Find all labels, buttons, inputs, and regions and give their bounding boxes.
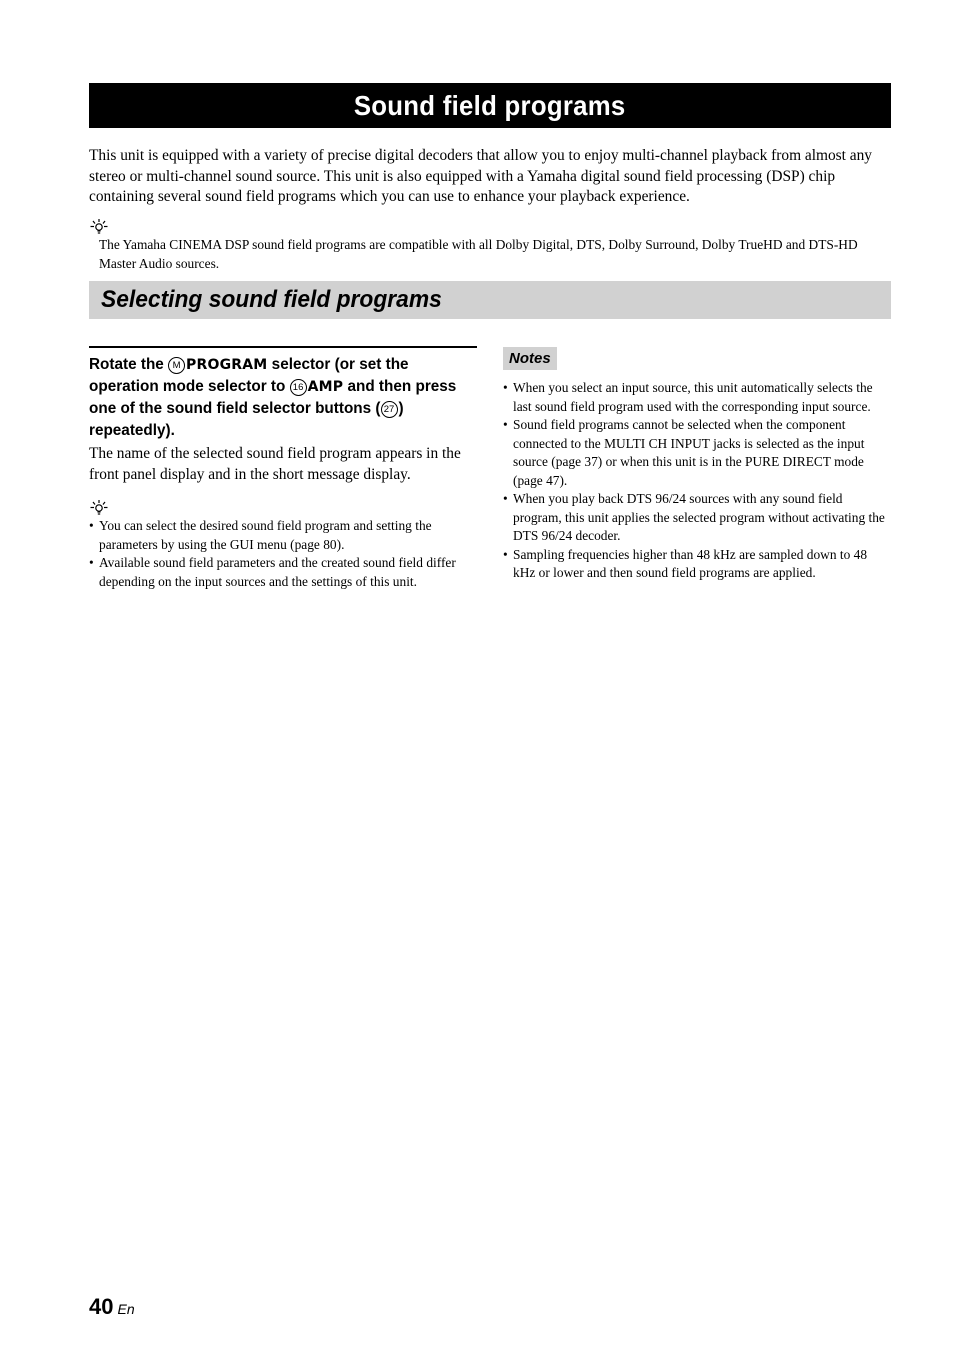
step-text-4: ) repeatedly). — [89, 400, 404, 439]
right-column — [503, 347, 891, 583]
step-body: The name of the selected sound field program appears in the front panel display and in the short message display. — [89, 445, 461, 483]
notes-label: Notes — [503, 347, 557, 370]
step-rule — [89, 346, 477, 348]
amp-key-icon: 16 — [290, 379, 307, 396]
program-keyword: PROGRAM — [186, 357, 268, 373]
tip-left-icon — [89, 499, 477, 515]
page-title: Sound field programs — [354, 89, 626, 121]
page-title-bar — [89, 83, 891, 128]
left-column — [89, 346, 477, 591]
page-language: En — [117, 1301, 135, 1317]
page-footer — [89, 1294, 135, 1320]
amp-keyword: AMP — [307, 379, 344, 395]
list-item: • When you play back DTS 96/24 sources with any sound field program, this unit applies the selected program without activating the DTS 96/24 decoder. — [503, 490, 891, 546]
step-text-2: selector (or set the operation mode selector to — [89, 356, 409, 395]
list-item: • You can select the desired sound field program and setting the parameters by using the GUI menu (page 80). — [89, 517, 477, 554]
list-item: • Sound field programs cannot be selected when the component connected to the MULTI CH INPUT jacks is selected as the input source (page 37) or when this unit is in the PURE DIRECT mode (page 47). — [503, 416, 891, 490]
list-item: • Available sound field parameters and the created sound field differ depending on the input sources and the settings of this unit. — [89, 554, 477, 591]
program-key-icon: M — [168, 357, 185, 374]
tip-top-text: The Yamaha CINEMA DSP sound field programs are compatible with all Dolby Digital, DTS, Dolby Surround, Dolby TrueHD and DTS-HD Master Audio sources. — [99, 237, 858, 271]
notes-list — [503, 379, 891, 583]
step-text-3: and then press one of the sound field selector buttons ( — [89, 378, 457, 417]
page-number: 40 — [89, 1294, 114, 1319]
intro-paragraph: This unit is equipped with a variety of precise digital decoders that allow you to enjoy multi-channel playback from almost any stereo or multi-channel sound source. This unit is also equipped with a Yamaha digital sound field processing (DSP) chip containing several sound field programs which you can use to enhance your playback experience. — [89, 147, 873, 205]
section-title: Selecting sound field programs — [101, 286, 442, 313]
section-heading-bar — [89, 281, 891, 319]
tip-top-icon — [89, 218, 109, 234]
tips-left-list — [89, 517, 477, 591]
list-item: • Sampling frequencies higher than 48 kHz are sampled down to 48 kHz or lower and then sound field programs are applied. — [503, 546, 891, 583]
step-instruction — [89, 354, 477, 442]
list-item: • When you select an input source, this unit automatically selects the last sound field program used with the corresponding input source. — [503, 379, 891, 416]
step-text-1: Rotate the — [89, 356, 169, 373]
selector-key-icon: 27 — [381, 401, 398, 418]
